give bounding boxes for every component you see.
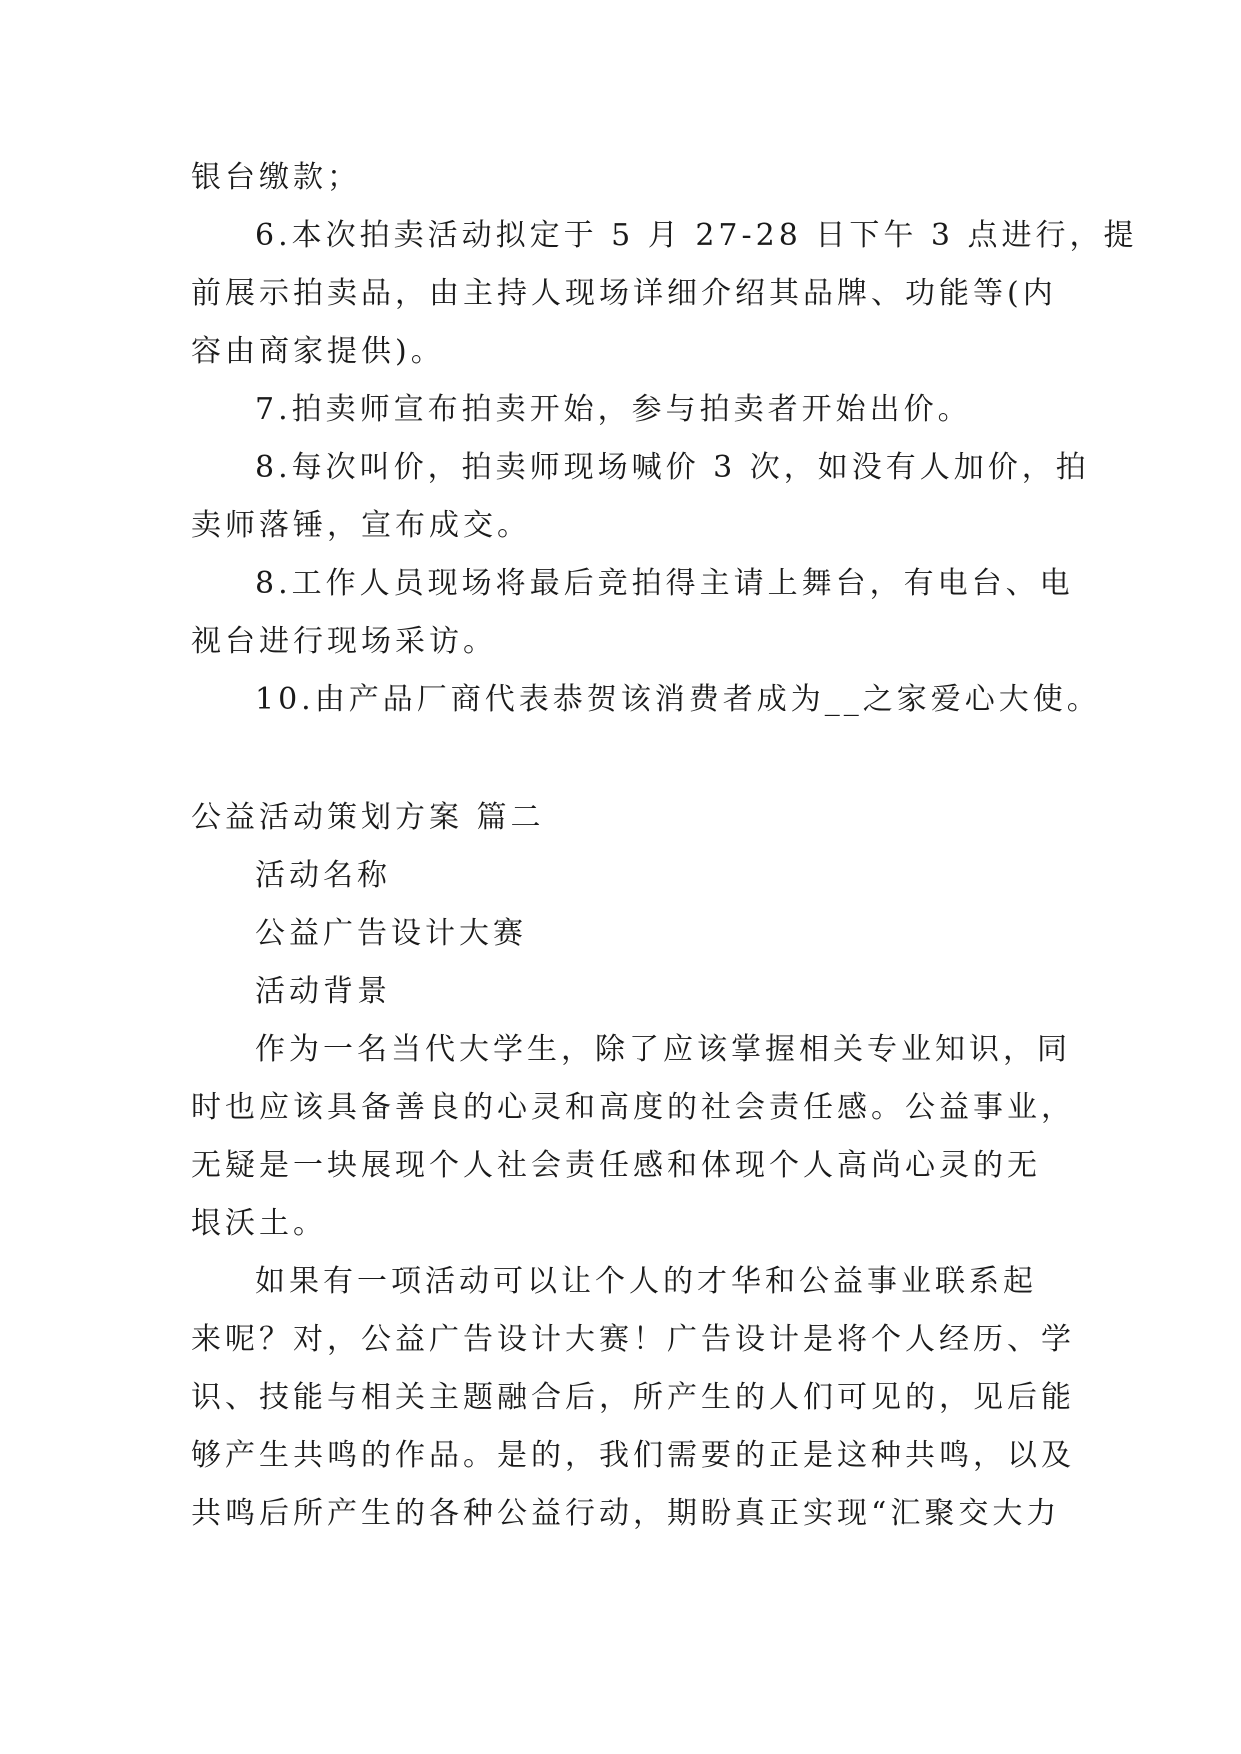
list-item-7: 7.拍卖师宣布拍卖开始，参与拍卖者开始出价。: [255, 392, 972, 427]
list-item-6: 6.本次拍卖活动拟定于 5 月 27-28 日下午 3 点进行，提: [255, 218, 1138, 253]
paragraph-line: 卖师落锤，宣布成交。: [191, 508, 531, 543]
paragraph-line: 如果有一项活动可以让个人的才华和公益事业联系起: [255, 1264, 1037, 1299]
paragraph-line: 垠沃土。: [191, 1206, 327, 1241]
list-item-8b: 8.工作人员现场将最后竞拍得主请上舞台，有电台、电: [255, 566, 1074, 601]
subheading-activity-background: 活动背景: [255, 974, 391, 1009]
paragraph-line: 前展示拍卖品，由主持人现场详细介绍其品牌、功能等(内: [191, 276, 1057, 311]
paragraph-line: 够产生共鸣的作品。是的，我们需要的正是这种共鸣，以及: [191, 1438, 1075, 1473]
list-item-8: 8.每次叫价，拍卖师现场喊价 3 次，如没有人加价，拍: [255, 450, 1090, 485]
paragraph-line: 银台缴款；: [191, 160, 361, 195]
paragraph-line: 无疑是一块展现个人社会责任感和体现个人高尚心灵的无: [191, 1148, 1041, 1183]
paragraph-line: 视台进行现场采访。: [191, 624, 497, 659]
subheading-activity-name: 活动名称: [255, 858, 391, 893]
paragraph-line: 共鸣后所产生的各种公益行动，期盼真正实现“汇聚交大力: [191, 1496, 1061, 1531]
activity-name-value: 公益广告设计大赛: [255, 916, 527, 951]
paragraph-line: 识、技能与相关主题融合后，所产生的人们可见的，见后能: [191, 1380, 1075, 1415]
paragraph-line: 容由商家提供)。: [191, 334, 445, 369]
paragraph-line: 来呢？对，公益广告设计大赛！广告设计是将个人经历、学: [191, 1322, 1075, 1357]
list-item-10: 10.由产品厂商代表恭贺该消费者成为__之家爱心大使。: [255, 682, 1101, 717]
paragraph-line: 时也应该具备善良的心灵和高度的社会责任感。公益事业，: [191, 1090, 1075, 1125]
paragraph-line: 作为一名当代大学生，除了应该掌握相关专业知识，同: [255, 1032, 1071, 1067]
section-heading: 公益活动策划方案 篇二: [191, 800, 545, 835]
